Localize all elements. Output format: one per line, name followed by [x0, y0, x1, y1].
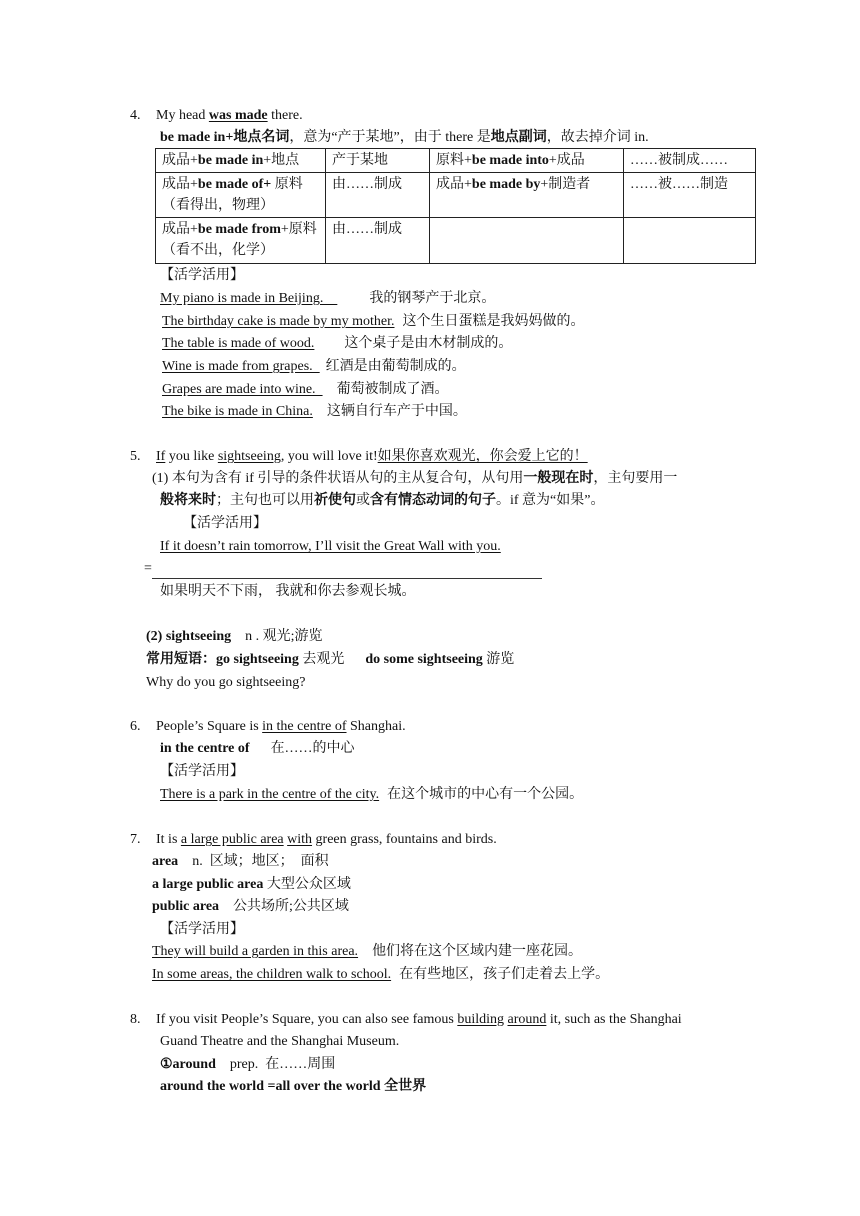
- table-cell: 成品+be made of+ 原料（看得出，物理）: [156, 173, 326, 218]
- example-en: The bike is made in China.: [162, 404, 313, 419]
- s8-phrase: around the world =all over the world 全世界: [160, 1079, 427, 1094]
- s4-heading: [130, 106, 303, 126]
- s5-practice-label: 【活学活用】: [183, 516, 267, 531]
- example-en: Grapes are made into wine.: [162, 382, 323, 397]
- example-en: If it doesn’t rain tomorrow, I’ll visit the Great Wall with you.: [160, 539, 501, 554]
- table-cell: ……被……制造: [624, 173, 756, 218]
- s8-heading-line2: Guand Theatre and the Shanghai Museum.: [160, 1034, 400, 1049]
- s8-word-entry: ①around prep. 在……周围: [160, 1057, 336, 1072]
- example-zh: 他们将在这个区域内建一座花园。: [372, 944, 583, 959]
- made-usage-table: [155, 148, 756, 264]
- s4-note-text1: ，意为“产于某地”，由于 there 是: [289, 130, 491, 145]
- s4-note: [160, 128, 649, 148]
- example-line: [162, 380, 449, 400]
- example-en: The birthday cake is made by my mother.: [162, 314, 395, 329]
- s4-number: 4.: [130, 108, 141, 123]
- example-line: [160, 785, 583, 805]
- table-cell: [430, 218, 624, 264]
- s5-example-en: [160, 537, 501, 557]
- s4-note-text2: ，故去掉介词 in.: [546, 130, 649, 145]
- s8-heading: 8. If you visit People’s Square, you can also see famous building around it, such as the Shanghai: [130, 1010, 682, 1030]
- example-line: [162, 334, 512, 354]
- s4-heading-end: there.: [267, 108, 303, 123]
- s6-number: 6.: [130, 719, 141, 734]
- s7-phrase2: public area 公共场所;公共区域: [152, 899, 349, 914]
- example-zh: 这辆自行车产于中国。: [326, 404, 467, 419]
- s5-question: Why do you go sightseeing?: [146, 675, 306, 690]
- s5-text2: , you will love it!: [280, 449, 378, 464]
- table-cell: 成品+be made from+原料（看不出，化学）: [156, 218, 326, 264]
- s4-note-bold1: be made in+地点名词: [160, 130, 290, 145]
- s7-number: 7.: [130, 832, 141, 847]
- example-line: [160, 289, 495, 309]
- equals-sign: =: [144, 561, 152, 576]
- example-zh: 这个桌子是由木材制成的。: [344, 336, 513, 351]
- example-en: They will build a garden in this area.: [152, 944, 359, 959]
- example-line: [162, 357, 466, 377]
- example-en: The table is made of wood.: [162, 336, 315, 351]
- example-zh: 红酒是由葡萄制成的。: [325, 359, 466, 374]
- s7-phrase1: a large public area 大型公众区域: [152, 877, 351, 892]
- s8-number: 8.: [130, 1012, 141, 1027]
- s5-sightseeing: sightseeing: [217, 449, 281, 464]
- table-cell: 产于某地: [326, 149, 430, 173]
- s5-explain-line2: 般将来时；主句也可以用祈使句或含有情态动词的句子。if 意为“如果”。: [160, 493, 605, 508]
- s5-explain-line1: (1) 本句为含有 if 引导的条件状语从句的主从复合句，从句用一般现在时，主句要用一: [152, 471, 678, 486]
- s5-blank-line: [144, 559, 542, 579]
- s5-common-phrases: 常用短语：go sightseeing 去观光 do some sightseeing 游览: [146, 652, 515, 667]
- example-en: In some areas, the children walk to school.: [152, 967, 392, 982]
- s5-word-entry: (2) sightseeing n . 观光;游览: [146, 629, 323, 644]
- table-row: [156, 218, 756, 264]
- s5-heading: [130, 447, 588, 467]
- s5-example-zh: 如果明天不下雨， 我就和你去参观长城。: [160, 584, 416, 599]
- s7-word-entry: area n. 区域；地区； 面积: [152, 854, 329, 869]
- table-row: [156, 149, 756, 173]
- table-cell: [624, 218, 756, 264]
- example-zh: 在这个城市的中心有一个公园。: [387, 787, 584, 802]
- example-zh: 在有些地区，孩子们走着去上学。: [399, 967, 610, 982]
- example-zh: 这个生日蛋糕是我妈妈做的。: [402, 314, 585, 329]
- s4-heading-key: was made: [208, 108, 268, 123]
- s7-heading: 7. It is a large public area with green grass, fountains and birds.: [130, 830, 497, 850]
- s4-heading-text: My head: [156, 108, 209, 123]
- example-en: Wine is made from grapes.: [162, 359, 320, 374]
- s5-text1: you like: [165, 449, 218, 464]
- example-zh: 葡萄被制成了酒。: [336, 382, 449, 397]
- s6-practice-label: 【活学活用】: [160, 764, 244, 779]
- s6-heading: 6. People’s Square is in the centre of Shanghai.: [130, 717, 406, 737]
- s4-practice-label: 【活学活用】: [160, 268, 244, 283]
- s5-translation: 如果你喜欢观光，你会爱上它的！: [377, 449, 588, 464]
- table-cell: 成品+be made by+制造者: [430, 173, 624, 218]
- s5-number: 5.: [130, 449, 141, 464]
- s5-if: If: [156, 449, 166, 464]
- table-row: [156, 173, 756, 218]
- table-cell: 由……制成: [326, 218, 430, 264]
- example-line: [152, 942, 582, 962]
- answer-blank: [152, 564, 542, 579]
- example-line: [162, 312, 585, 332]
- table-cell: 由……制成: [326, 173, 430, 218]
- example-line: [152, 965, 609, 985]
- table-cell: 原料+be made into+成品: [430, 149, 624, 173]
- s7-practice-label: 【活学活用】: [160, 922, 244, 937]
- example-line: [162, 402, 467, 422]
- table-cell: ……被制成……: [624, 149, 756, 173]
- s4-note-bold2: 地点副词: [490, 130, 547, 145]
- table-cell: 成品+be made in+地点: [156, 149, 326, 173]
- s6-phrase: in the centre of 在……的中心: [160, 741, 355, 756]
- example-en: There is a park in the centre of the city.: [160, 787, 380, 802]
- example-en: My piano is made in Beijing.: [160, 291, 338, 306]
- example-zh: 我的钢琴产于北京。: [369, 291, 496, 306]
